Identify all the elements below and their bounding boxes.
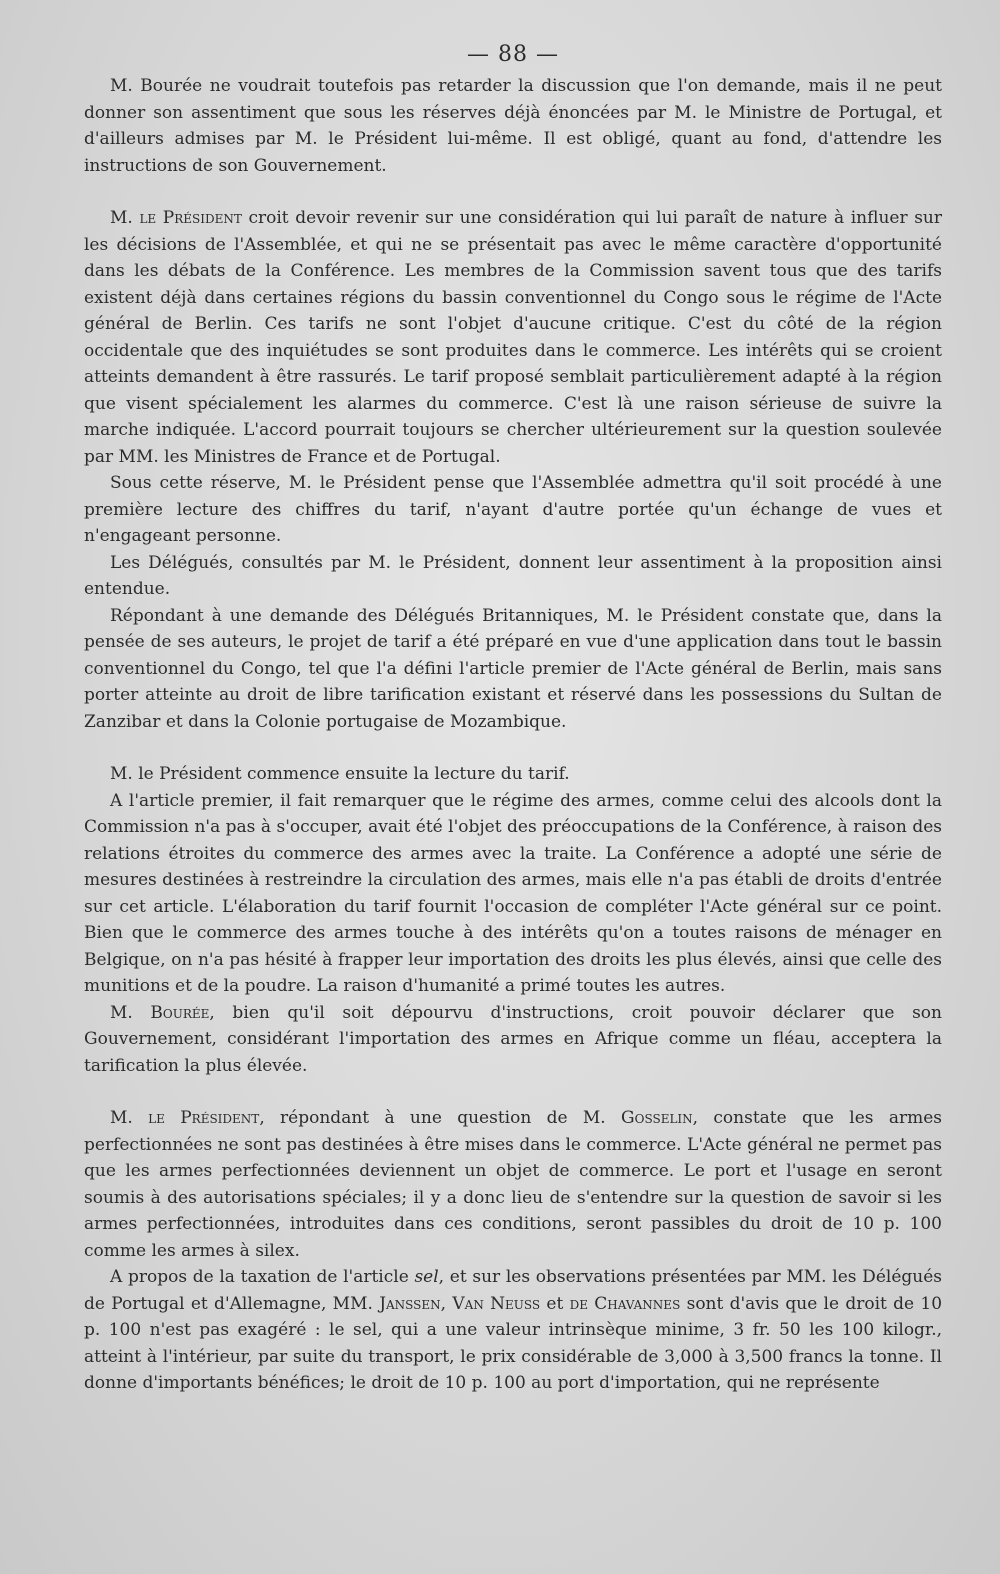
paragraph-10 <box>84 1264 942 1397</box>
paragraph-6 <box>84 761 942 788</box>
paragraph-text: sont d'avis que le droit de 10 p. 100 n'est pas exagéré : le sel, qui a une valeur intrinsèque minime, 3 fr. 50 les 100 kilogr., atteint à l'intérieur, par suite du transport, le prix considérable de 3,000 à 3,500 francs la tonne. Il donne d'importants bénéfices; le droit de 10 p. 100 au port d'importation, qui ne représente <box>84 1293 943 1393</box>
page-number: — 88 — <box>467 42 559 67</box>
speaker-name: M. Bourée <box>110 76 203 96</box>
paragraph-8 <box>84 1000 942 1080</box>
speaker-name: Bourée <box>150 1002 210 1023</box>
speaker-prefix: M. <box>110 208 140 228</box>
delegate-name: Janssen <box>379 1293 441 1314</box>
speaker-prefix: M. <box>110 1002 151 1023</box>
paragraph-text: ne voudrait toutefois pas retarder la discussion que l'on demande, mais il ne peut donner son assentiment que sous les réserves déjà énoncées par M. le Ministre de Portugal, et d'ailleurs admises par M. le Président lui-même. Il est obligé, quant au fond, d'attendre les instructions de son Gouvernement. <box>84 76 943 176</box>
paragraph-text: , bien qu'il soit dépourvu d'instructions, croit pouvoir déclarer que son Gouvernement, considérant l'importation des armes en Afrique comme un fléau, acceptera la tarification la plus élevée. <box>84 1002 942 1076</box>
paragraph-text: Sous cette réserve, M. le Président pense que l'Assemblée admettra qu'il soit procédé à une première lecture des chiffres du tarif, n'ayant d'autre portée qu'un échange de vues et n'engageant personne. <box>84 473 942 546</box>
paragraph-text: , et sur les observations présentées par MM. les Délégués de Portugal et d'Allemagne, MM. <box>84 1267 942 1314</box>
paragraph-text: , <box>440 1293 453 1314</box>
article-term: sel <box>414 1267 439 1287</box>
speaker-name: le Président <box>139 208 242 228</box>
paragraph-7 <box>84 788 942 1000</box>
paragraph-text: et <box>540 1293 570 1314</box>
paragraph-3 <box>84 470 942 550</box>
paragraph-5 <box>84 603 942 736</box>
delegate-name: Van Neuss <box>452 1293 541 1314</box>
delegate-name: Gosselin <box>621 1108 693 1128</box>
paragraph-text: A propos de la taxation de l'article <box>110 1267 415 1287</box>
paragraph-1 <box>84 73 942 179</box>
paragraph-4 <box>84 550 942 603</box>
paragraph-2 <box>84 205 942 470</box>
paragraph-text: croit devoir revenir sur une considération qui lui paraît de nature à influer sur les décisions de l'Assemblée, et qui ne se présentait pas avec le même caractère d'opportunité dans les débats de la Conférence. Les membres de la Commission savent tous que des tarifs existent déjà dans certaines régions du bassin conventionnel du Congo sous le régime de l'Acte général de Berlin. Ces tarifs ne sont l'objet d'aucune critique. C'est du côté de la région occidentale que des inquiétudes se sont produites dans le commerce. Les intérêts qui se croient atteints demandent à être rassurés. Le tarif proposé semblait particulièrement adapté à la région que visent spécialement les alarmes du commerce. C'est là une raison sérieuse de suivre la marche indiquée. L'accord pourrait toujours se chercher ultérieurement sur la question soulevée par MM. les Ministres de France et de Portugal. <box>84 208 942 467</box>
paragraph-text: Les Délégués, consultés par M. le Président, donnent leur assentiment à la proposition ainsi entendue. <box>84 552 942 599</box>
paragraph-text: A l'article premier, il fait remarquer que le régime des armes, comme celui des alcools dont la Commission n'a pas à s'occuper, avait été l'objet des préoccupations de la Conférence, à raison des relations étroites du commerce des armes avec la traite. La Conférence a adopté une série de mesures destinées à restreindre la circulation des armes, mais elle n'a pas établi de droits d'entrée sur cet article. L'élaboration du tarif fournit l'occasion de compléter l'Acte général sur ce point. Bien que le commerce des armes touche à des intérêts qu'on a toutes raisons de ménager en Belgique, on n'a pas hésité à frapper leur importation des droits les plus élevés, ainsi que celle des munitions et de la poudre. La raison d'humanité a primé toutes les autres. <box>84 790 942 996</box>
paragraph-text: , constate que les armes perfectionnées ne sont pas destinées à être mises dans le commerce. L'Acte général ne permet pas que les armes perfectionnées deviennent un objet de commerce. Le port et l'usage en seront soumis à des autorisations spéciales; il y a donc lieu de s'entendre sur la question de savoir si les armes perfectionnées, introduites dans ces conditions, seront passibles du droit de 10 p. 100 comme les armes à silex. <box>84 1108 942 1261</box>
speaker-prefix: M. <box>110 1108 149 1128</box>
delegate-name: de Chavannes <box>569 1293 681 1314</box>
paragraph-9 <box>84 1105 942 1264</box>
paragraph-text: M. le Président commence ensuite la lecture du tarif. <box>110 764 570 784</box>
speaker-name: le Président <box>148 1108 260 1128</box>
paragraph-text: Répondant à une demande des Délégués Britanniques, M. le Président constate que, dans la pensée de ses auteurs, le projet de tarif a été préparé en vue d'une application dans tout le bassin conventionnel du Congo, tel que l'a défini l'article premier de l'Acte général de Berlin, mais sans porter atteinte au droit de libre tarification existant et réservé dans les possessions du Sultan de Zanzibar et dans la Colonie portugaise de Mozambique. <box>84 605 942 732</box>
paragraph-text: , répondant à une question de M. <box>259 1108 622 1128</box>
